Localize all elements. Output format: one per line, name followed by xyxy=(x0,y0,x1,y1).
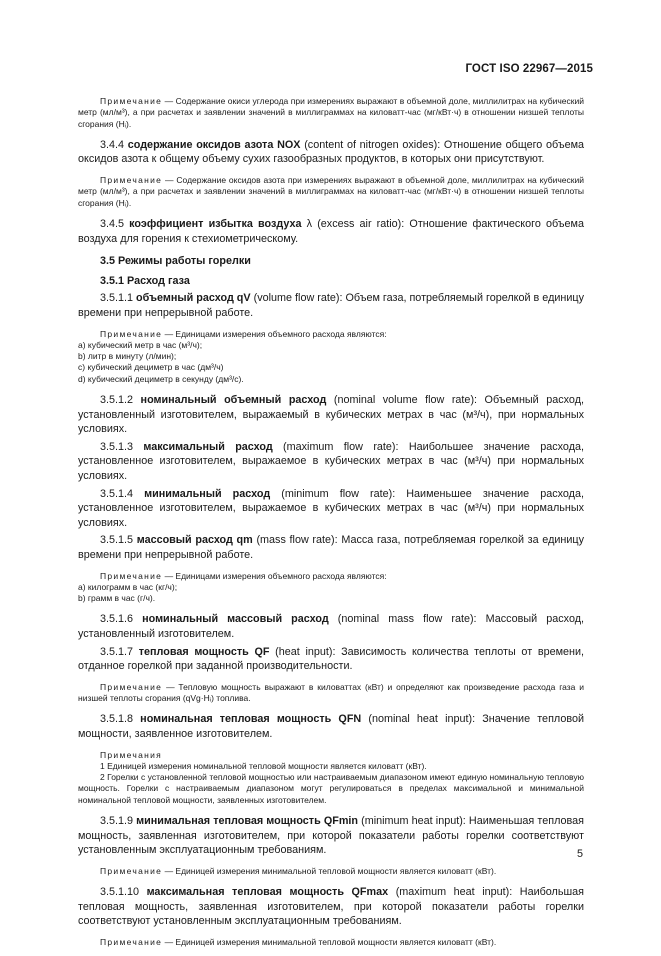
term-name: массовый расход qm xyxy=(136,534,253,547)
term-3-5-1-8 xyxy=(78,712,584,741)
note-label: Примечание xyxy=(100,681,163,692)
page-number: 5 xyxy=(577,848,584,860)
term-name: коэффициент избытка воздуха xyxy=(129,217,302,230)
term-name: номинальная тепловая мощность QFN xyxy=(140,713,362,726)
term-3-5-1-9 xyxy=(78,814,584,858)
note-mass-units xyxy=(78,571,584,605)
term-definition: (volume flow rate): Объем газа, потребляемый горелкой в единицу времени при непрерывной работе. xyxy=(78,292,584,319)
term-name: тепловая мощность QF xyxy=(138,645,270,658)
term-name: объемный расход qV xyxy=(136,292,251,305)
term-name: номинальный объемный расход xyxy=(140,394,327,407)
term-number: 3.4.5 xyxy=(100,217,130,230)
note-label: Примечание xyxy=(100,936,163,947)
term-definition: (nominal heat input): Значение тепловой мощности, заявленное изготовителем. xyxy=(78,713,584,740)
term-3-5-1-5 xyxy=(78,533,584,562)
term-number: 3.5.1.5 xyxy=(100,534,137,547)
note-volume-units xyxy=(78,329,584,385)
note-text: — Единицей измерения минимальной тепловой мощности является киловатт (кВт). xyxy=(162,936,497,947)
term-number: 3.5.1.6 xyxy=(100,613,143,626)
term-3-5-1-6 xyxy=(78,612,584,641)
term-definition: (minimum heat input): Наименьшая тепловая мощность, заявленная изготовителем, при которой показатели работы горелки соответствуют установленным эксплуатационным требованиям. xyxy=(78,815,584,857)
term-name: минимальный расход xyxy=(144,487,271,500)
notes-nominal-heat-input xyxy=(78,750,584,806)
note-text: — Тепловую мощность выражают в киловаттах (кВт) и определяют как произведение расхода газа и низшей теплоты сгорания (qVg·Hᵢ) топлива. xyxy=(78,681,584,704)
document-body xyxy=(78,96,584,956)
note-list-item: а) кубический метр в час (м³/ч); xyxy=(78,339,203,350)
term-3-5-1-1 xyxy=(78,291,584,320)
note-list-item: b) литр в минуту (л/мин); xyxy=(78,351,177,362)
note-label: Примечание xyxy=(100,865,163,876)
term-definition: (nominal volume flow rate): Объемный расход, установленный изготовителем, выражаемый в кубических метрах в час (м³/ч), при нормальных условиях. xyxy=(78,394,584,436)
note-list-item: 1 Единицей измерения номинальной тепловой мощности является киловатт (кВт). xyxy=(100,760,427,771)
term-3-4-4 xyxy=(78,138,584,167)
term-3-5-1-3 xyxy=(78,440,584,484)
note-label: Примечание xyxy=(100,175,163,186)
note-intro xyxy=(78,571,584,582)
note-nox xyxy=(78,175,584,209)
term-name: максимальный расход xyxy=(143,440,273,453)
term-number: 3.5.1.8 xyxy=(100,713,141,726)
note-label: Примечание xyxy=(100,570,163,581)
term-definition: (maximum flow rate): Наибольшее значение расхода, установленное изготовителем, выражаемое в кубических метрах в час (м³/ч) при нормальных условиях. xyxy=(78,440,584,482)
note-text: — Содержание окиси углерода при измерениях выражают в объемной доле, миллилитрах на кубический метр (мл/м³), а при расчетах и заявлении значений в миллиграммах на киловатт-час (мг/кВт·ч) в отношении низшей теплоты сгорания (Hᵢ). xyxy=(78,96,584,129)
note-text: — Единицами измерения объемного расхода являются: xyxy=(162,570,387,581)
note-list-item: b) грамм в час (г/ч). xyxy=(78,593,156,604)
term-definition: (minimum flow rate): Наименьшее значение расхода, установленное изготовителем, выражаемое в кубических метрах в час (м³/ч) при нормальных условиях. xyxy=(78,487,584,529)
note-label: Примечание xyxy=(100,328,163,339)
term-name: минимальная тепловая мощность QFmin xyxy=(136,815,359,828)
term-name: содержание оксидов азота NOX xyxy=(127,138,301,151)
term-3-5-1-2 xyxy=(78,393,584,437)
note-text: — Содержание оксидов азота при измерениях выражают в объемной доле, миллилитрах на кубический метр (мл/м³), а при расчетах и заявлении значений в миллиграммах на киловатт-час (мг/кВт·ч) в отношении низшей теплоты сгорания (Hᵢ). xyxy=(78,175,584,208)
term-name: номинальный массовый расход xyxy=(142,613,329,626)
term-definition: (nominal mass flow rate): Массовый расход, установленный изготовителем. xyxy=(78,613,585,641)
term-3-5-1-4 xyxy=(78,487,584,531)
note-heat-input xyxy=(78,682,584,705)
term-number: 3.5.1.2 xyxy=(100,394,141,407)
term-definition: λ (excess air ratio): Отношение фактического объема воздуха для горения к стехиометрическому. xyxy=(78,217,584,245)
note-intro xyxy=(78,329,584,340)
term-3-5-1-10 xyxy=(78,885,584,929)
term-number: 3.5.1.3 xyxy=(100,440,144,453)
note-min-heat-input xyxy=(78,866,584,877)
note-text: — Единицей измерения минимальной тепловой мощности является киловатт (кВт). xyxy=(162,865,497,876)
term-name: максимальная тепловая мощность QFmax xyxy=(146,886,389,899)
note-list-item: 2 Горелки с установленной тепловой мощностью или настраиваемым диапазоном имеют единую номинальную тепловую мощность. Горелки с настраиваемым диапазоном могут регулироваться в пределах максимальной и минимальной номинальной тепловой мощности, заявленных изготовителем. xyxy=(78,772,584,805)
term-3-5-1-7 xyxy=(78,645,584,674)
term-number: 3.5.1.9 xyxy=(100,815,137,828)
term-number: 3.5.1.10 xyxy=(100,886,147,899)
note-max-heat-input xyxy=(78,937,584,948)
term-number: 3.5.1.7 xyxy=(100,645,139,658)
note-list-item: а) килограмм в час (кг/ч); xyxy=(78,581,178,592)
standard-designation: ГОСТ ISO 22967—2015 xyxy=(465,63,593,75)
term-definition: (mass flow rate): Масса газа, потребляемая горелкой за единицу времени при непрерывной работе. xyxy=(78,534,584,561)
term-definition: (heat input): Зависимость количества теплоты от времени, отданное горелкой при заданной производительности. xyxy=(78,645,584,673)
section-heading-3-5: 3.5 Режимы работы горелки xyxy=(100,255,251,268)
note-list-item: d) кубический дециметр в секунду (дм³/с). xyxy=(78,373,244,384)
note-list-item: с) кубический дециметр в час (дм³/ч) xyxy=(78,362,224,373)
notes-label: Примечания xyxy=(100,749,163,760)
term-number: 3.5.1.1 xyxy=(100,292,137,305)
note-text: — Единицами измерения объемного расхода являются: xyxy=(162,328,387,339)
section-heading-3-5-1: 3.5.1 Расход газа xyxy=(100,274,190,287)
note-co xyxy=(78,96,584,130)
term-definition: (content of nitrogen oxides): Отношение общего объема оксидов азота к общему объему сухих газообразных продуктов, в которых они присутствуют. xyxy=(78,138,585,166)
note-label: Примечание xyxy=(100,96,163,106)
term-definition: (maximum heat input): Наибольшая тепловая мощность, заявленная изготовителем, при которой показатели работы горелки соответствуют установленным эксплуатационным требованиям. xyxy=(78,886,584,928)
term-number: 3.5.1.4 xyxy=(100,487,145,500)
term-number: 3.4.4 xyxy=(100,138,128,151)
term-3-4-5 xyxy=(78,217,584,246)
